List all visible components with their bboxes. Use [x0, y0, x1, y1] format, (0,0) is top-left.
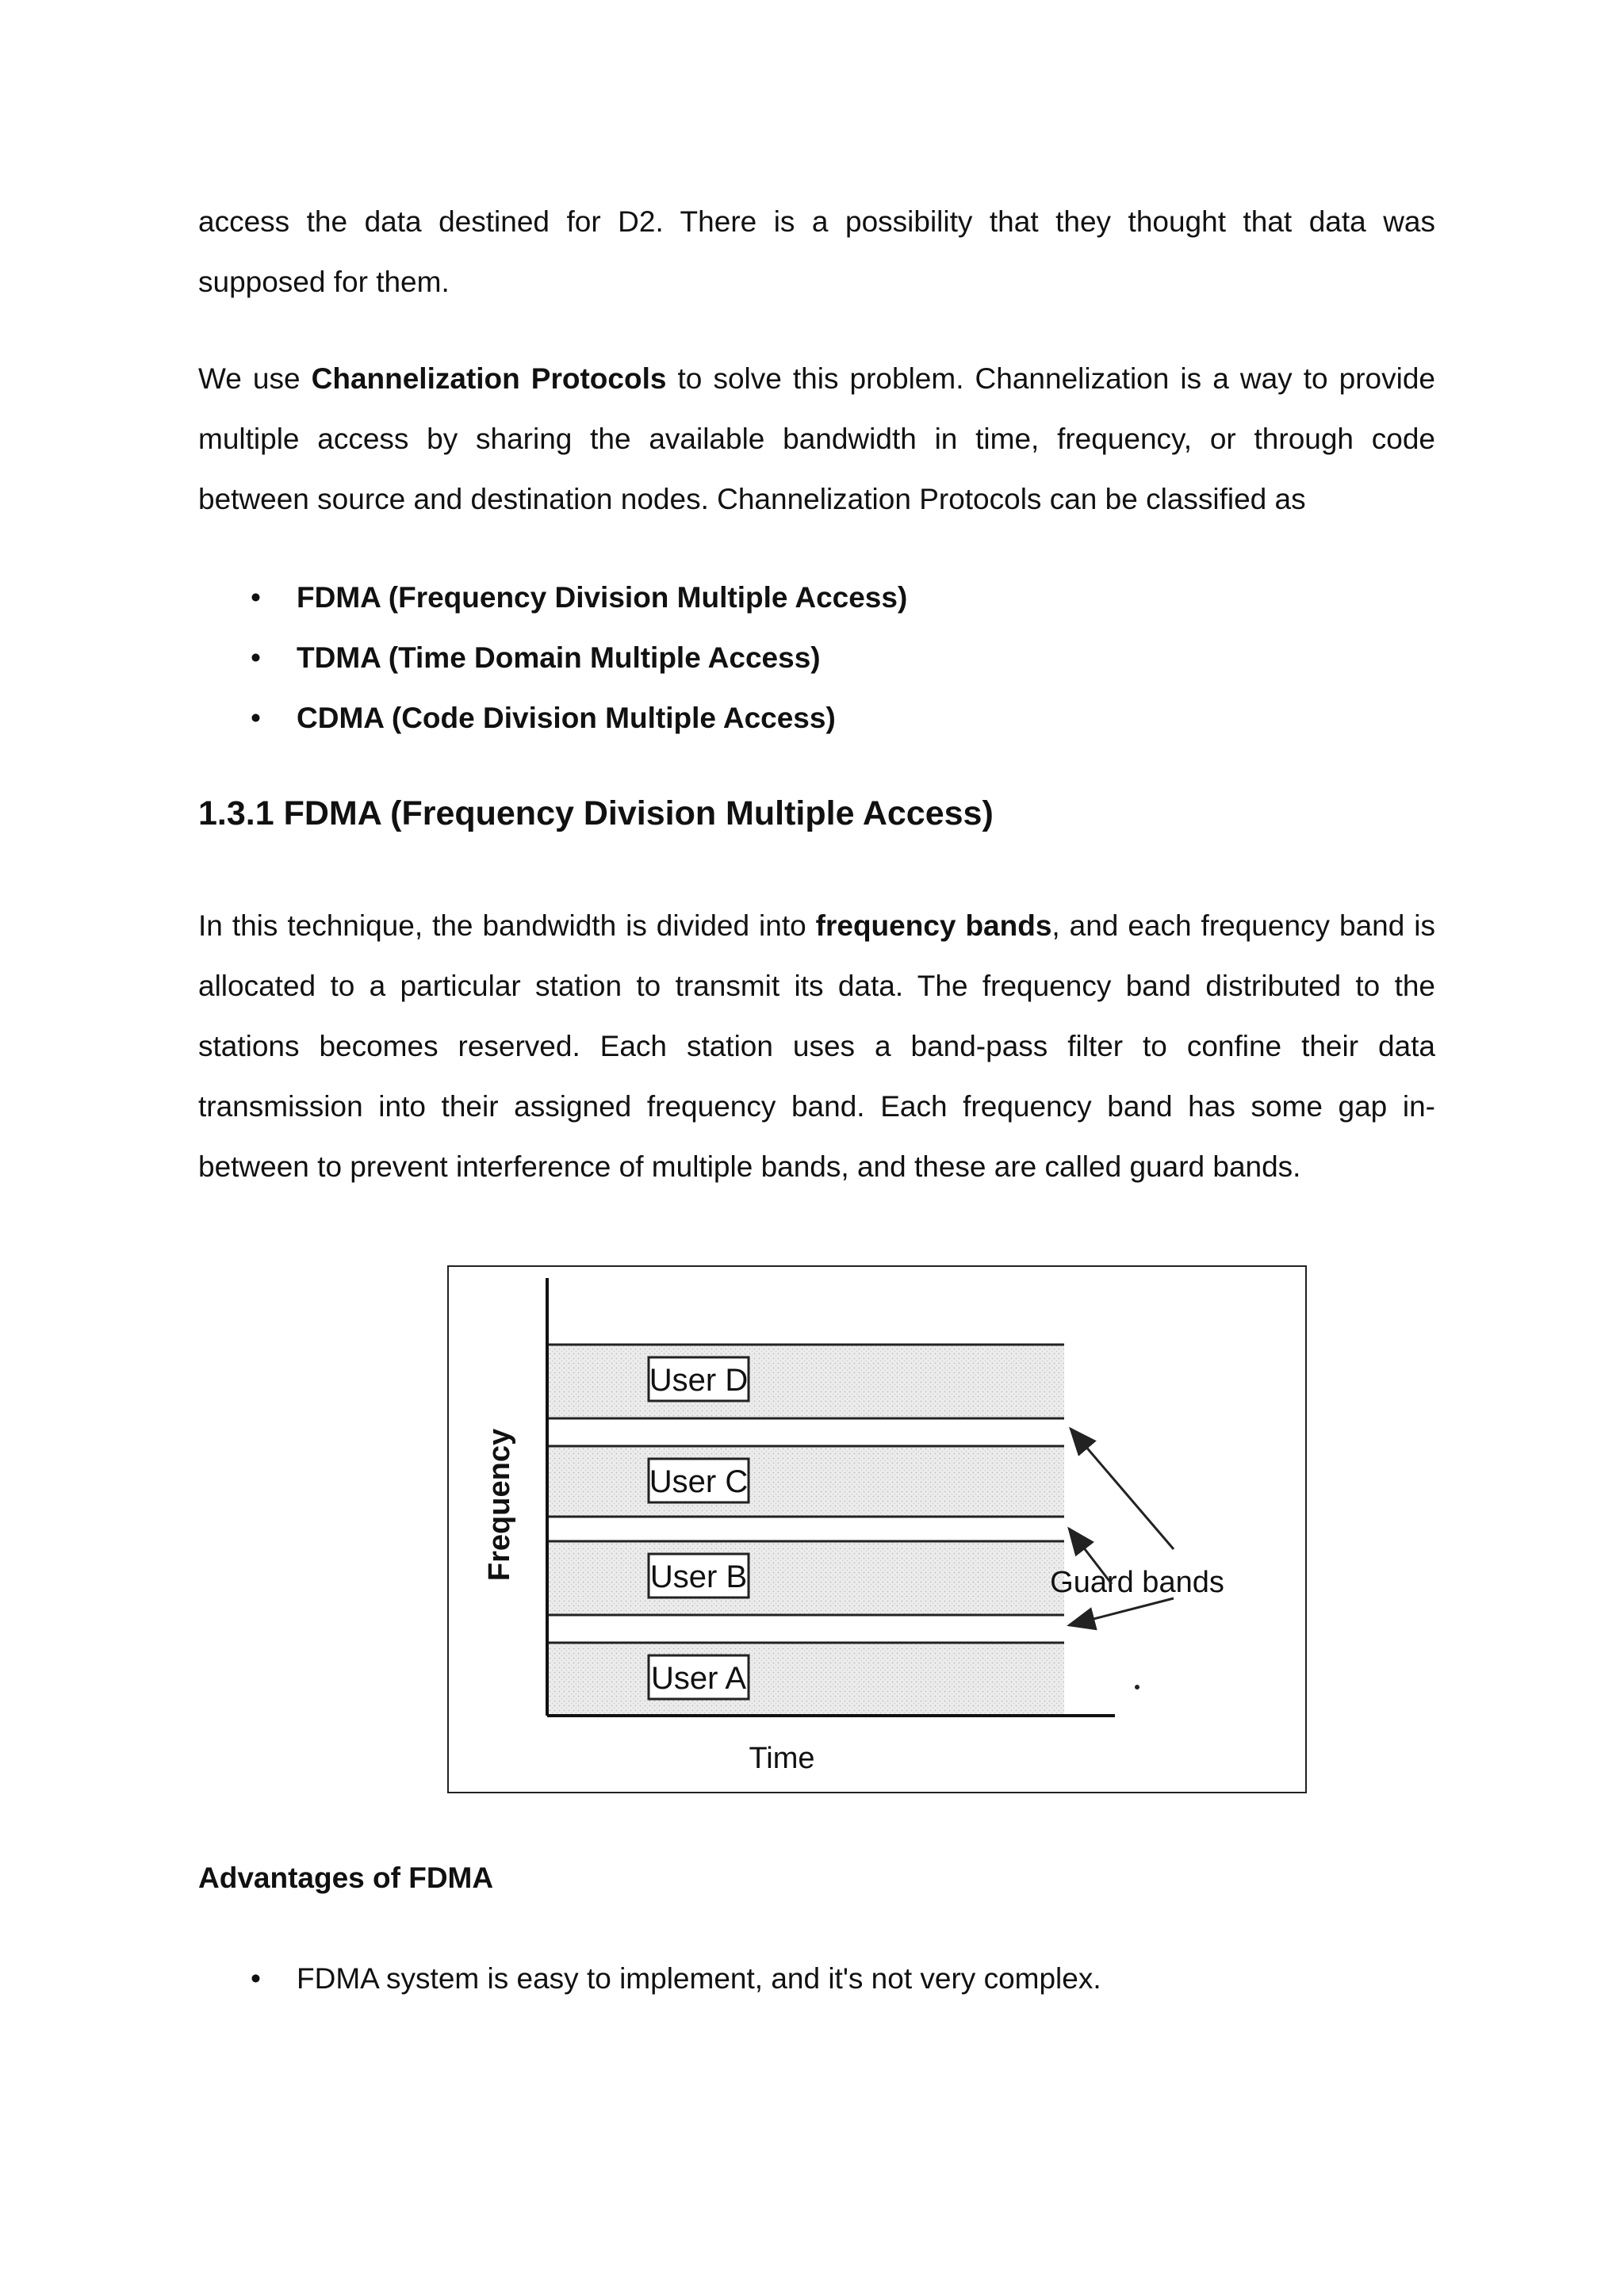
fdma-diagram — [449, 1267, 1308, 1795]
channelization-text-start: We use — [198, 362, 312, 395]
advantages-heading: Advantages of FDMA — [198, 1862, 494, 1894]
list-item — [198, 568, 1435, 628]
user-d-label: User D — [649, 1363, 749, 1398]
advantage-item: FDMA system is easy to implement, and it's not very complex. — [297, 1962, 1101, 1995]
arrow-icon — [1071, 1429, 1174, 1549]
user-b-label: User B — [649, 1559, 748, 1594]
time-axis-label: Time — [749, 1742, 815, 1775]
fdma-paragraph — [198, 896, 1435, 1197]
section-heading: 1.3.1 FDMA (Frequency Division Multiple Access) — [198, 794, 994, 832]
band-d-fill — [547, 1345, 1064, 1418]
bullet-icon: • — [251, 702, 261, 734]
frequency-axis-label: Frequency — [483, 1428, 516, 1582]
protocol-tdma: TDMA (Time Domain Multiple Access) — [297, 641, 821, 674]
band-b-fill — [547, 1541, 1064, 1615]
channelization-paragraph — [198, 349, 1435, 530]
channelization-protocols-term: Channelization Protocols — [311, 362, 667, 395]
band-a-fill — [547, 1643, 1064, 1716]
protocol-cdma: CDMA (Code Division Multiple Access) — [297, 702, 836, 734]
protocol-list — [198, 568, 1435, 748]
frequency-bands-term: frequency bands — [815, 909, 1052, 942]
channelization-text-end: to solve this problem. Channelization is a way to provide multiple access by sharing the available bandwidth in time, frequency, or through code between source and destination nodes. Channelization Protocols can be classified as — [198, 362, 1435, 515]
user-c-label: User C — [649, 1464, 749, 1499]
fdma-text-start: In this technique, the bandwidth is divided into — [198, 909, 816, 942]
user-a-label: User A — [650, 1661, 747, 1696]
bullet-icon: • — [251, 1962, 261, 1995]
bullet-icon: • — [251, 641, 261, 674]
intro-paragraph — [198, 192, 1435, 312]
list-item — [198, 688, 1435, 748]
advantages-list — [198, 1949, 1435, 2009]
fdma-text-end: , and each frequency band is allocated to a particular station to transmit its data. The frequency band distributed to the stations becomes reserved. Each station uses a band-pass filter to confine their data transmission into their assigned frequency band. Each frequency band has some gap in-between to prevent interference of multiple bands, and these are called guard bands. — [198, 909, 1435, 1183]
list-item — [198, 1949, 1435, 2009]
arrow-icon — [1069, 1598, 1174, 1625]
guard-bands-label: Guard bands — [1050, 1566, 1224, 1599]
protocol-fdma: FDMA (Frequency Division Multiple Access) — [297, 581, 908, 614]
list-item — [198, 628, 1435, 688]
stray-dot — [1135, 1685, 1139, 1689]
intro-text: access the data destined for D2. There is a possibility that they thought that data was supposed for them. — [198, 205, 1435, 298]
bullet-icon: • — [251, 581, 261, 614]
band-c-fill — [547, 1446, 1064, 1517]
fdma-figure — [447, 1265, 1307, 1793]
